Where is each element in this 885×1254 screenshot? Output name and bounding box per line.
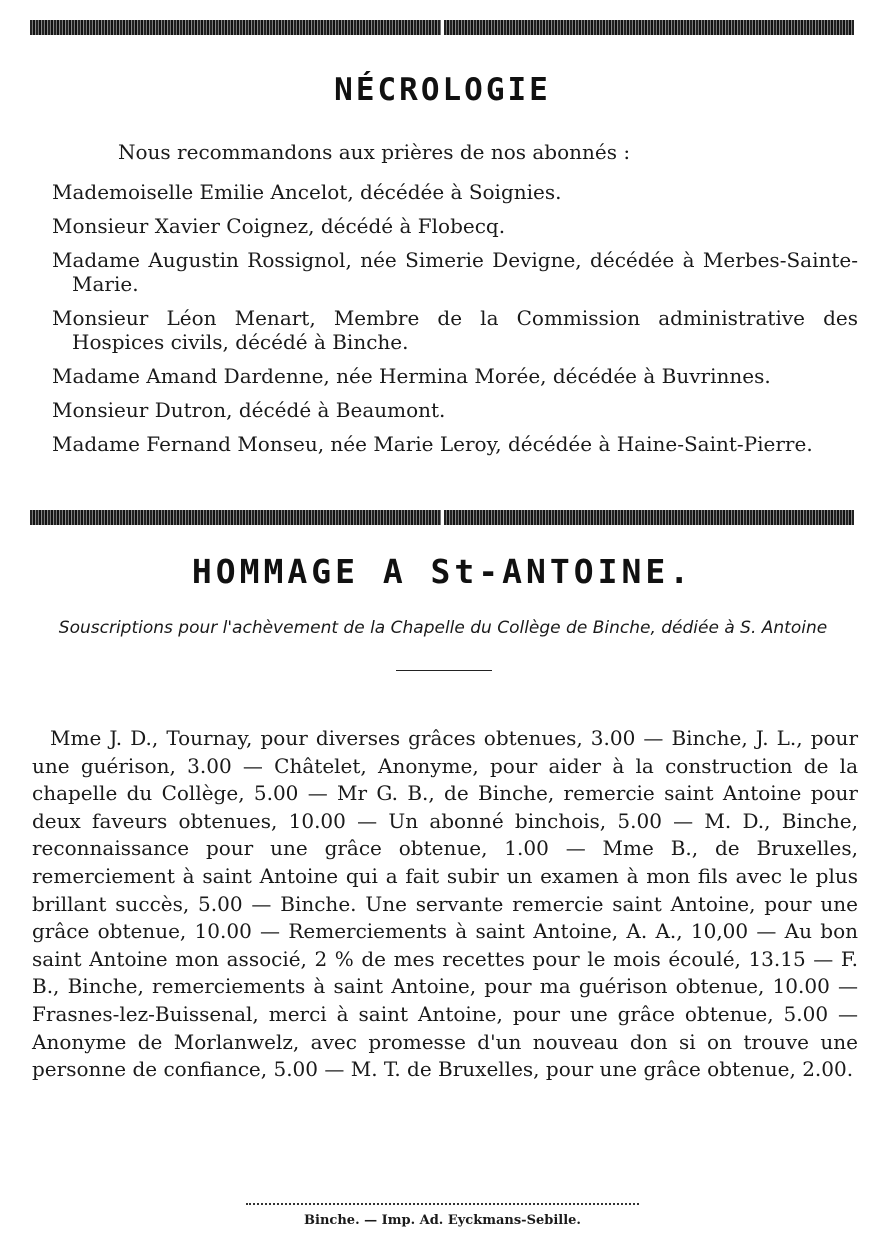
list-item: Monsieur Dutron, décédé à Beaumont.: [52, 398, 446, 422]
list-item: Monsieur Xavier Coignez, décédé à Flobecq.: [52, 214, 506, 238]
top-decorative-rule: [30, 20, 854, 35]
list-item: Madame Fernand Monseu, née Marie Leroy, décédée à Haine-Saint-Pierre.: [52, 432, 813, 456]
subscription-list-text: Mme J. D., Tournay, pour diverses grâces obtenues, 3.00 — Binche, J. L., pour une guérison, 3.00 — Châtelet, Anonyme, pour aider à la construction de la chapelle du Collège, 5.00 — Mr G. B., de Binche, remercie saint Antoine pour deux faveurs obtenues, 10.00 — Un abonné binchois, 5.00 — M. D., Binche, reconnaissance pour une grâce obtenue, 1.00 — Mme B., de Bruxelles, remerciement à saint Antoine qui a fait subir un examen à mon fils avec le plus brillant succès, 5.00 — Binche. Une servante remercie saint Antoine, pour une grâce obtenue, 10.00 — Remerciements à saint Antoine, A. A., 10,00 — Au bon saint Antoine mon associé, 2 % de mes recettes pour le mois écoulé, 13.15 — F. B., Binche, remerciements à saint Antoine, pour ma guérison obtenue, 10.00 — Frasnes-lez-Buissenal, merci à saint Antoine, pour une grâce obtenue, 5.00 — Anonyme de Morlanwelz, avec promesse d'un nouveau don si on trouve une personne de confiance, 5.00 — M. T. de Bruxelles, pour une grâce obtenue, 2.00.: [32, 726, 858, 1082]
list-item: Mademoiselle Emilie Ancelot, décédée à Soignies.: [52, 180, 562, 204]
printer-imprint: Binche. — Imp. Ad. Eyckmans-Sebille.: [304, 1213, 581, 1228]
hommage-subtitle: Souscriptions pour l'achèvement de la Chapelle du Collège de Binche, dédiée à S. Antoine: [58, 618, 828, 638]
list-item: Madame Augustin Rossignol, née Simerie Devigne, décédée à Merbes-Sainte-Marie.: [52, 248, 858, 296]
necrologie-list: [52, 180, 858, 466]
section-divider: [396, 670, 492, 671]
necrologie-title: NÉCROLOGIE: [334, 72, 551, 108]
hommage-title: HOMMAGE A St-ANTOINE.: [191, 552, 694, 591]
middle-decorative-rule: [30, 510, 854, 525]
list-item: Monsieur Léon Menart, Membre de la Commission administrative des Hospices civils, décédé à Binche.: [52, 306, 858, 354]
footer-dotted-rule: [246, 1203, 639, 1205]
list-item: Madame Amand Dardenne, née Hermina Morée, décédée à Buvrinnes.: [52, 364, 771, 388]
necrologie-intro: Nous recommandons aux prières de nos abonnés :: [118, 140, 631, 164]
